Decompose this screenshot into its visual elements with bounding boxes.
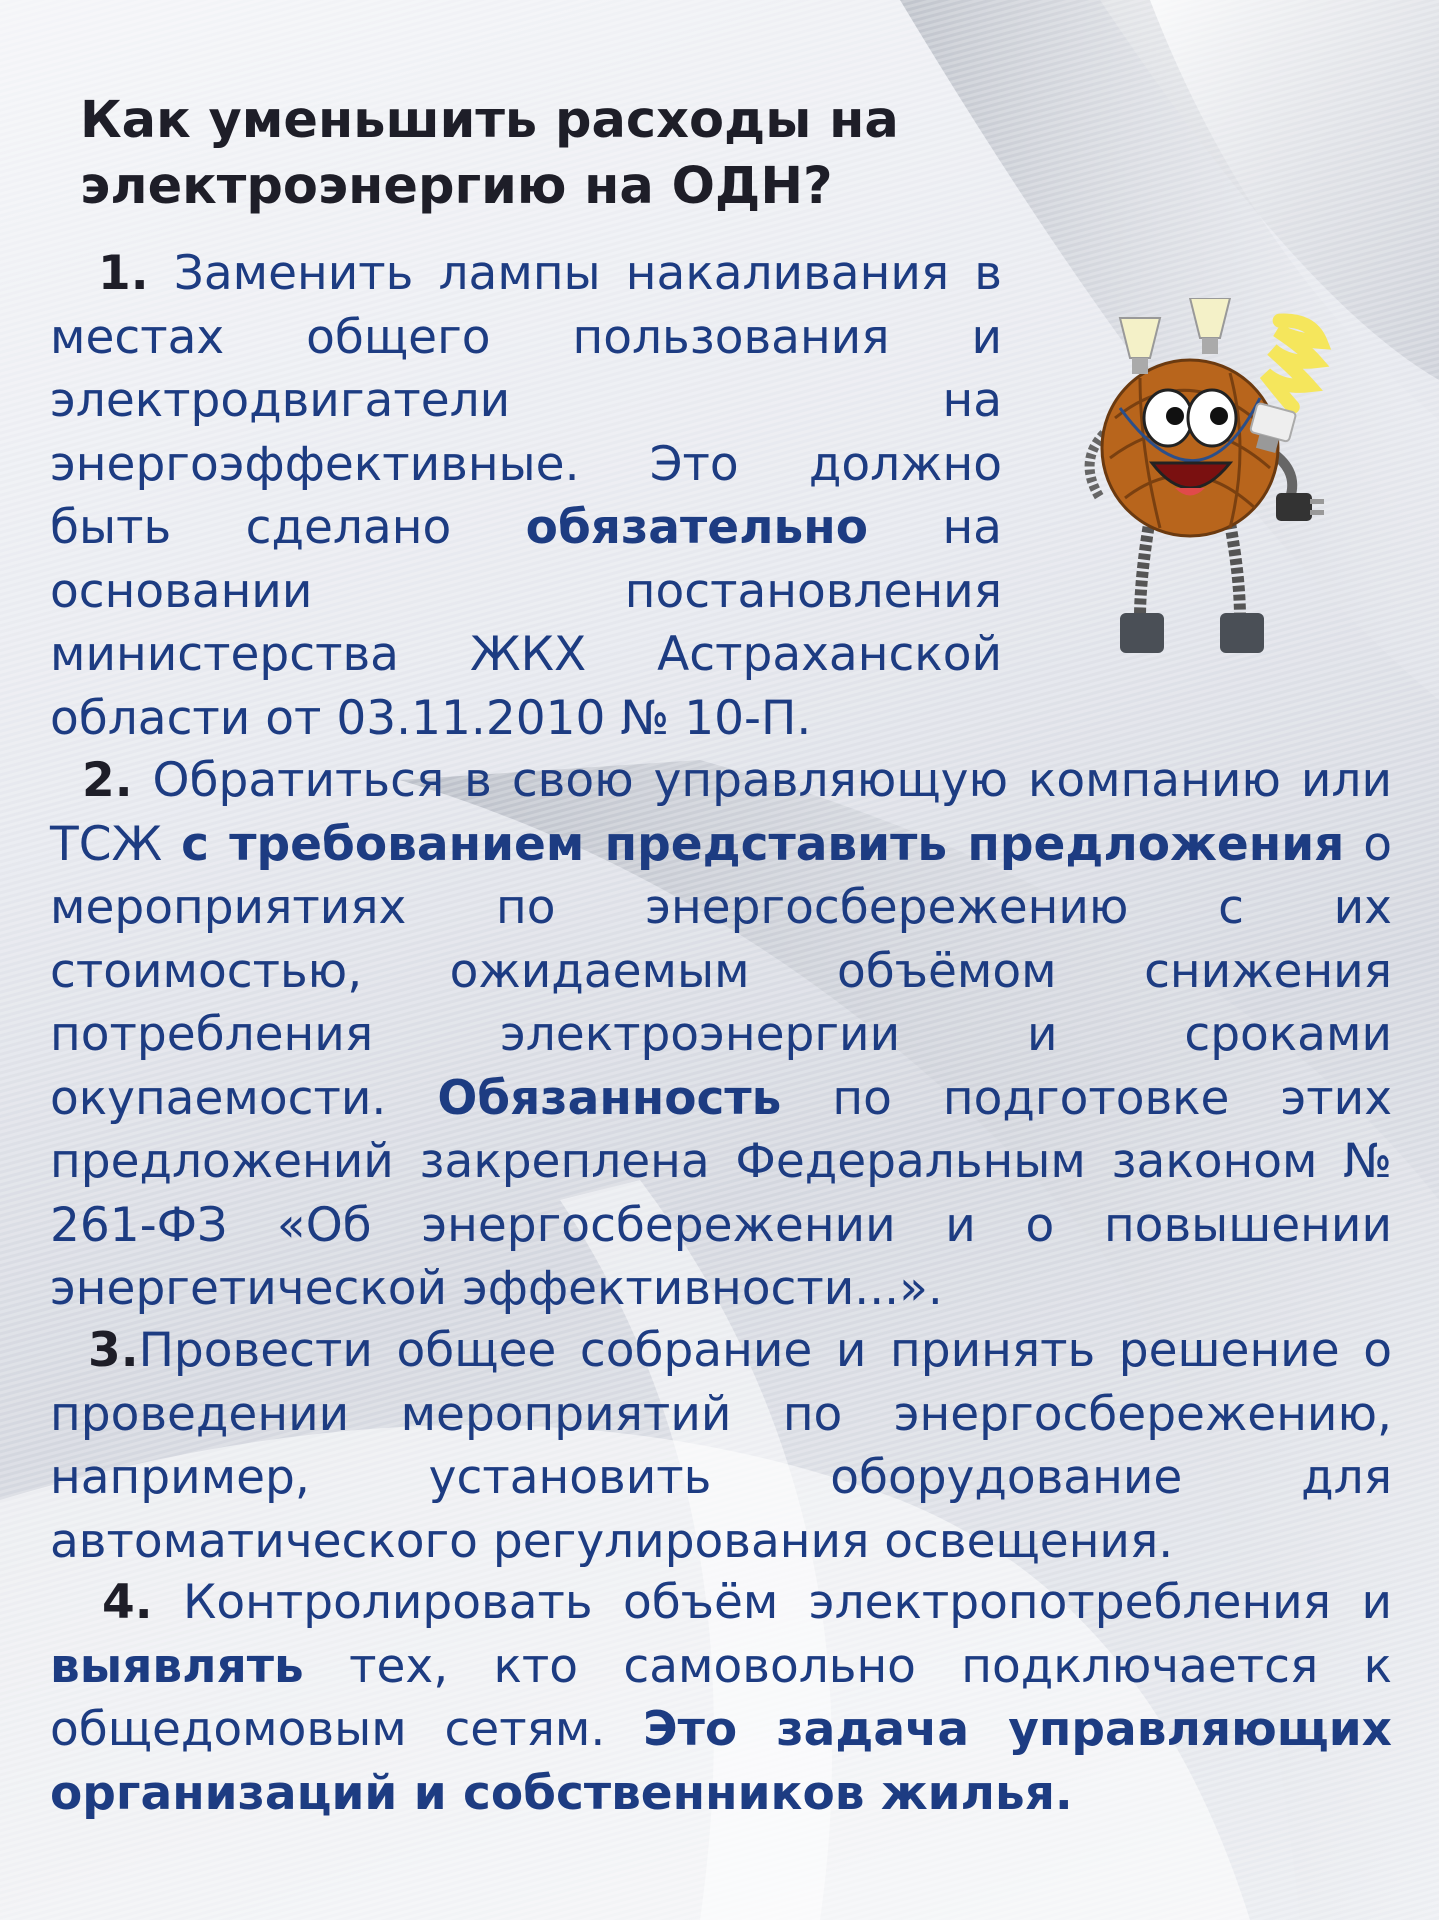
item-number: 2. (82, 753, 133, 808)
list-item-3: 3.Провести общее собрание и принять решение о проведении мероприятий по энергосбережению, например, установить оборудование для автоматического регулирования освещения. (50, 1323, 1392, 1569)
list-item-2: 2. Обратиться в свою управляющую компанию или ТСЖ с требованием представить предложения о мероприятиях по энергосбережению с их стоимостью, ожидаемым объёмом снижения потребления электроэнергии и сроками окупаемости. Обязанность по подготовке этих предложений закреплена Федеральным законом № 261-ФЗ «Об энергосбережении и о повышении энергетической эффективности...». (50, 753, 1393, 1316)
list-item-4: 4. Контролировать объём электропотребления и выявлять тех, кто самовольно подключается к общедомовым сетям. Это задача управляющих организаций и собственников жилья. (50, 1575, 1392, 1821)
list-item-1: 1. Заменить лампы накаливания в местах общего пользования и электродвигатели на энергоэффективные. Это должно быть сделано обязательно на основании постановления министерства ЖКХ Астраханской области от 03.11.2010 № 10-П. (50, 246, 1002, 746)
item-number: 3. (88, 1323, 139, 1378)
page-title: Как уменьшить расходы на электроэнергию на ОДН? (80, 91, 899, 216)
item-number: 1. (98, 246, 149, 301)
item-number: 4. (102, 1575, 153, 1630)
lamp-mascot-illustration (1080, 298, 1350, 660)
